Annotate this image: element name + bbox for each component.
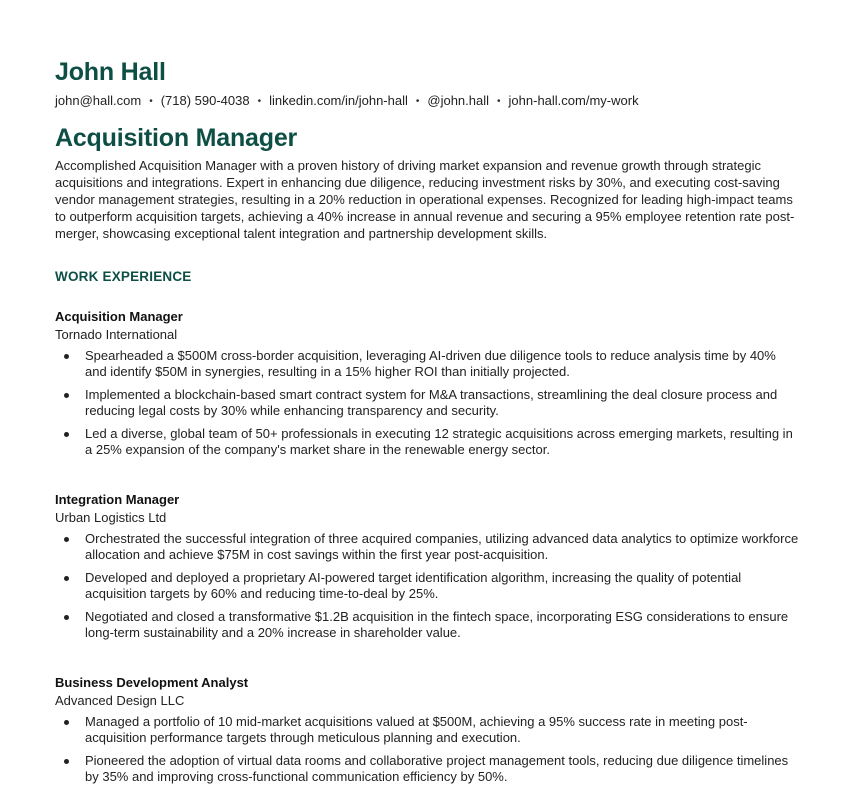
job-entry bbox=[55, 491, 800, 641]
job-bullet bbox=[55, 387, 800, 419]
contact-phone[interactable]: (718) 590-4038 bbox=[160, 93, 250, 108]
contact-line bbox=[55, 92, 800, 111]
job-bullet-list bbox=[55, 714, 800, 785]
job-bullet-text: Developed and deployed a proprietary AI-powered target identification algorithm, increasing the quality of potential acquisition targets by 60% and reducing time-to-deal by 25%. bbox=[85, 570, 742, 601]
job-bullet bbox=[55, 426, 800, 458]
contact-separator: • bbox=[257, 96, 262, 107]
resume-page bbox=[55, 56, 800, 792]
bullet-dot-icon bbox=[64, 759, 69, 764]
job-bullet bbox=[55, 348, 800, 380]
resume-headline: Acquisition Manager bbox=[55, 124, 298, 152]
job-bullet-text: Negotiated and closed a transformative $1.2B acquisition in the fintech space, incorporating ESG considerations to ensure long-term sustainability and a 20% increase in shareholder value. bbox=[85, 609, 789, 640]
bullet-dot-icon bbox=[64, 393, 69, 398]
bullet-dot-icon bbox=[64, 720, 69, 725]
work-experience-heading: WORK EXPERIENCE bbox=[55, 269, 192, 284]
job-company: Advanced Design LLC bbox=[55, 693, 185, 708]
job-bullet-list bbox=[55, 348, 800, 458]
contact-email[interactable]: john@hall.com bbox=[55, 93, 142, 108]
job-company: Urban Logistics Ltd bbox=[55, 510, 167, 525]
job-bullet bbox=[55, 714, 800, 746]
job-entry bbox=[55, 674, 800, 785]
job-title: Business Development Analyst bbox=[55, 675, 249, 690]
work-experience-list bbox=[55, 308, 800, 785]
job-title: Acquisition Manager bbox=[55, 309, 183, 324]
candidate-name: John Hall bbox=[55, 58, 166, 86]
job-bullet bbox=[55, 753, 800, 785]
job-company: Tornado International bbox=[55, 327, 178, 342]
job-bullet bbox=[55, 609, 800, 641]
job-bullet-text: Spearheaded a $500M cross-border acquisition, leveraging AI-driven due diligence tools to reduce analysis time by 40% and identify $50M in synergies, resulting in a 15% higher ROI than initially projected. bbox=[85, 348, 776, 379]
contact-separator: • bbox=[415, 96, 420, 107]
contact-separator: • bbox=[497, 96, 501, 107]
bullet-dot-icon bbox=[64, 576, 69, 581]
job-bullet-list bbox=[55, 531, 800, 641]
job-title: Integration Manager bbox=[55, 492, 180, 507]
bullet-dot-icon bbox=[64, 537, 69, 542]
contact-handle[interactable]: @john.hall bbox=[427, 93, 490, 108]
job-bullet-text: Orchestrated the successful integration of three acquired companies, utilizing advanced data analytics to optimize workforce allocation and achieve $75M in cost savings within the first year post-acquisition. bbox=[85, 531, 799, 562]
contact-linkedin[interactable]: linkedin.com/in/john-hall bbox=[269, 93, 408, 108]
bullet-dot-icon bbox=[64, 354, 69, 359]
job-bullet-text: Pioneered the adoption of virtual data rooms and collaborative project management tools, reducing due diligence timelines by 35% and improving cross-functional communication efficiency by 50%. bbox=[85, 753, 789, 784]
job-bullet-text: Managed a portfolio of 10 mid-market acquisitions valued at $500M, achieving a 95% success rate in meeting post-acquisition performance targets through meticulous planning and execution. bbox=[85, 714, 748, 745]
bullet-dot-icon bbox=[64, 615, 69, 620]
bullet-dot-icon bbox=[64, 432, 69, 437]
job-bullet-text: Led a diverse, global team of 50+ professionals in executing 12 strategic acquisitions across emerging markets, resulting in a 25% expansion of the company's market share in the renewable energy sector. bbox=[85, 426, 793, 457]
job-bullet-text: Implemented a blockchain-based smart contract system for M&A transactions, streamlining the deal closure process and reducing legal costs by 30% while enhancing transparency and security. bbox=[85, 387, 778, 418]
job-bullet bbox=[55, 531, 800, 563]
job-bullet bbox=[55, 570, 800, 602]
contact-website[interactable]: john-hall.com/my-work bbox=[508, 93, 639, 108]
job-entry bbox=[55, 308, 800, 458]
contact-separator: • bbox=[149, 96, 153, 107]
professional-summary: Accomplished Acquisition Manager with a proven history of driving market expansion and revenue growth through strategic acquisitions and integrations. Expert in enhancing due diligence, reducing investment risks by 30%, and executing cost-saving vendor management strategies, resulting in a 20% reduction in operational expenses. Recognized for leading high-impact teams to outperform acquisition targets, achieving a 40% increase in annual revenue and securing a 95% employee retention rate post-merger, showcasing exceptional talent integration and partnership development skills. bbox=[55, 158, 795, 241]
